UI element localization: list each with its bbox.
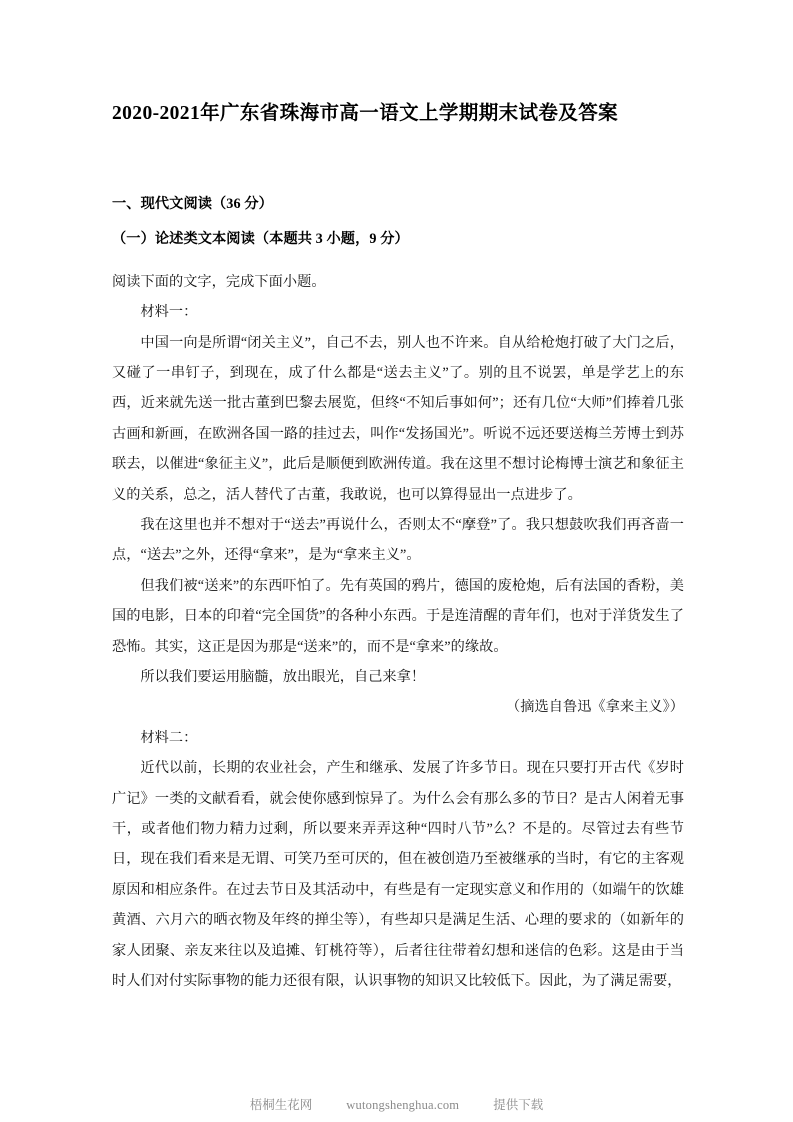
footer-site-url: wutongshenghua.com xyxy=(346,1098,460,1112)
material-one-paragraph-3: 但我们被“送来”的东西吓怕了。先有英国的鸦片，德国的废枪炮，后有法国的香粉，美国的电影，日本的印着“完全国货”的各种小东西。于是连清醒的青年们，也对于洋货发生了恐怖。其实，这正是因为那是“送来”的，而不是“拿来”的缘故。 xyxy=(112,577,684,655)
section-heading-modern-reading: 一、现代文阅读（36 分） xyxy=(112,196,273,213)
material-one-label: 材料一： xyxy=(140,304,198,321)
material-one-paragraph-4: 所以我们要运用脑髓，放出眼光，自己来拿！ xyxy=(140,668,426,685)
instruction-text: 阅读下面的文字，完成下面小题。 xyxy=(112,273,326,290)
document-content xyxy=(112,0,684,996)
subsection-heading-argumentative-reading: （一）论述类文本阅读（本题共 3 小题，9 分） xyxy=(112,231,409,247)
material-one-source-attribution: （摘选自鲁迅《拿来主义》） xyxy=(506,699,684,716)
material-one-paragraph-2: 我在这里也并不想对于“送去”再说什么，否则太不“摩登”了。我只想鼓吹我们再吝啬一点，“送去”之外，还得“拿来”，是为“拿来主义”。 xyxy=(112,516,684,564)
footer-download-action: 提供下载 xyxy=(493,1098,544,1112)
spacer-after-section-heading xyxy=(112,212,684,233)
footer-site-name: 梧桐生花网 xyxy=(249,1098,313,1112)
material-two-paragraph-1: 近代以前，长期的农业社会，产生和继承、发展了许多节日。现在只要打开古代《岁时广记》一类的文献看看，就会使你感到惊异了。为什么会有那么多的节日？是古人闲着无事干，或者他们物力精力过剩，所以要来弄弄这种“四时八节”么？不是的。尽管过去有些节日，现在我们看来是无谓、可笑乃至可厌的，但在被创造乃至被继承的当时，有它的主客观原因和相应条件。在过去节日及其活动中，有些是有一定现实意义和作用的（如端午的饮雄黄酒、六月六的晒衣物及年终的掸尘等），有些却只是满足生活、心理的要求的（如新年的家人团聚、亲友来往以及追摊、钉桃符等），后者往往带着幻想和迷信的色彩。这是由于当时人们对付实际事物的能力还很有限，认识事物的知识又比较低下。因此，为了满足需要， xyxy=(112,760,684,990)
spacer-after-title xyxy=(112,127,684,197)
material-one-paragraph-1: 中国一向是所谓“闭关主义”，自己不去，别人也不许来。自从给枪炮打破了大门之后，又碰了一串钉子，到现在，成了什么都是“送去主义”了。别的且不说罢，单是学艺上的东西，近来就先送一批古董到巴黎去展览，但终“不知后事如何”；还有几位“大师”们捧着几张古画和新画，在欧洲各国一路的挂过去，叫作“发扬国光”。听说不远还要送梅兰芳博士到苏联去，以催进“象征主义”，此后是顺便到欧洲传道。我在这里不想讨论梅博士演艺和象征主义的关系，总之，活人替代了古董，我敢说，也可以算得显出一点进步了。 xyxy=(112,334,684,503)
page-footer xyxy=(0,1098,793,1113)
page-title: 2020-2021年广东省珠海市高一语文上学期期末试卷及答案 xyxy=(112,103,618,124)
material-two-label: 材料二： xyxy=(140,729,198,746)
spacer-after-subsection-heading xyxy=(112,246,684,267)
